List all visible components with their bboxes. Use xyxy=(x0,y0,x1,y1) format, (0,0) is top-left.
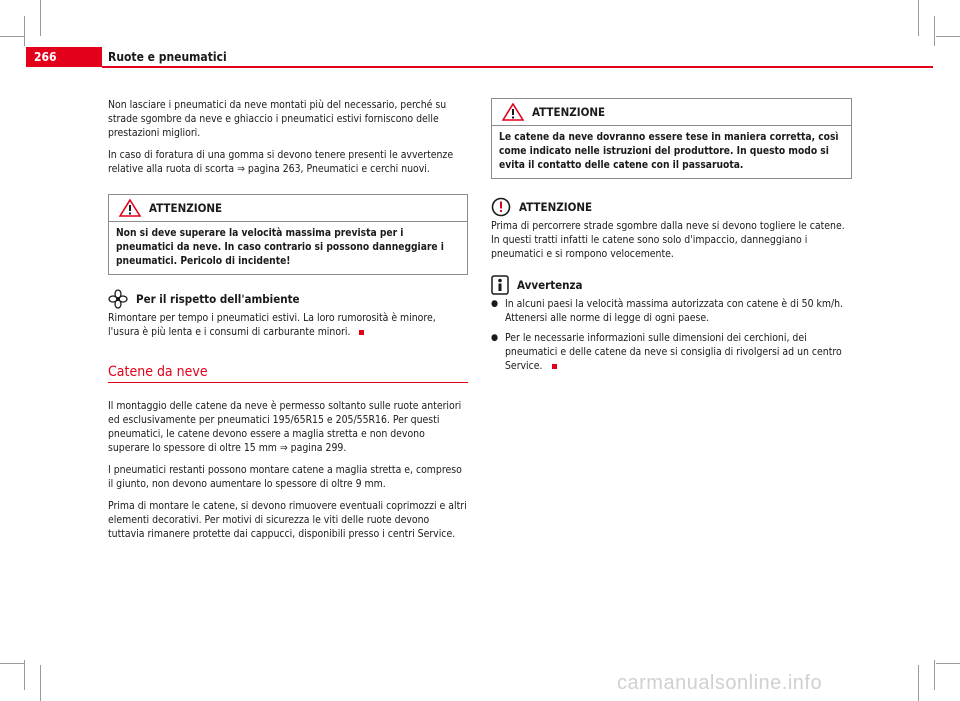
left-column xyxy=(108,98,468,549)
end-marker xyxy=(359,330,364,335)
crop-mark xyxy=(40,665,41,701)
caution-header xyxy=(491,197,852,217)
info-note-icon xyxy=(491,275,509,295)
header-rule xyxy=(102,66,933,68)
note-title: Avvertenza xyxy=(517,278,583,292)
crop-mark xyxy=(918,665,919,701)
note-bullet: ● In alcuni paesi la velocità massima autorizzata con catene è di 50 km/h. Attenersi alle norme di legge di ogni paese. xyxy=(491,297,852,325)
chapter-title: Catene da neve xyxy=(108,364,208,380)
warning-triangle-icon xyxy=(502,103,524,121)
crop-mark xyxy=(936,663,960,664)
paragraph: Non lasciare i pneumatici da neve montati più del necessario, perché su strade sgombre da neve e ghiaccio i pneumatici estivi forniscono delle prestazioni migliori. xyxy=(108,99,447,139)
crop-mark xyxy=(936,36,960,37)
crop-mark xyxy=(918,0,919,36)
paragraph: Il montaggio delle catene da neve è permesso soltanto sulle ruote anteriori ed esclusivamente per pneumatici 195/65R15 e 205/55R16. Per questi pneumatici, le catene devono essere a maglia stretta e non devono superare lo spessore di oltre 15 mm ⇒ pagina 299. xyxy=(108,400,462,454)
note-header xyxy=(491,275,852,295)
environment-text xyxy=(108,311,468,339)
warning-title: ATTENZIONE xyxy=(149,201,223,215)
environment-title: Per il rispetto dell'ambiente xyxy=(136,292,300,306)
warning-box xyxy=(491,98,852,179)
warning-header xyxy=(492,99,851,126)
paragraph: Prima di montare le catene, si devono rimuovere eventuali coprimozzi e altri elementi decorativi. Per motivi di sicurezza le viti delle ruote devono tuttavia rimanere protette dai cappucci, disponibili presso i centri Service. xyxy=(108,500,467,540)
warning-box xyxy=(108,194,468,275)
crop-mark xyxy=(24,660,25,690)
caution-text: Prima di percorrere strade sgombre dalla neve si devono togliere le catene. In questi tratti infatti le catene sono solo d'impaccio, danneggiano i pneumatici e si rompono velocemente. xyxy=(491,220,845,260)
paragraph: I pneumatici restanti possono montare catene a maglia stretta e, compreso il giunto, non devono aumentare lo spessore di oltre 9 mm. xyxy=(108,464,462,490)
right-column xyxy=(491,98,852,379)
paragraph: In caso di foratura di una gomma si devono tenere presenti le avvertenze relative alla ruota di scorta ⇒ pagina 263, Pneumatici e cerchi nuovi. xyxy=(108,149,454,175)
exclamation-circle-icon xyxy=(491,197,511,217)
warning-triangle-icon xyxy=(119,199,141,217)
environment-header xyxy=(108,289,468,309)
watermark: carmanualsonline.info xyxy=(617,672,823,694)
warning-title: ATTENZIONE xyxy=(532,105,606,119)
note-bullet-text: Per le necessarie informazioni sulle dimensioni dei cerchioni, dei pneumatici e delle catene da neve si consiglia di rivolgersi ad un centro Service. xyxy=(505,332,842,372)
running-title: Ruote e pneumatici xyxy=(108,50,227,64)
page-number: 266 xyxy=(34,50,57,64)
environment-text-content: Rimontare per tempo i pneumatici estivi. La loro rumorosità è minore, l'usura è più lenta e i consumi di carburante minori. xyxy=(108,312,436,338)
flower-icon xyxy=(108,289,128,309)
warning-text: Non si deve superare la velocità massima prevista per i pneumatici da neve. In caso contrario si possono danneggiare i pneumatici. Pericolo di incidente! xyxy=(116,228,444,267)
crop-mark xyxy=(24,16,25,46)
warning-text: Le catene da neve dovranno essere tese in maniera corretta, così come indicato nelle istruzioni del produttore. In questo modo si evita il contatto delle catene con il passaruota. xyxy=(499,132,839,171)
crop-mark xyxy=(934,16,935,46)
end-marker xyxy=(552,364,557,369)
crop-mark xyxy=(0,36,24,37)
caution-title: ATTENZIONE xyxy=(519,200,593,214)
note-bullet xyxy=(491,331,852,373)
warning-header xyxy=(109,195,467,222)
crop-mark xyxy=(934,660,935,690)
crop-mark xyxy=(0,663,24,664)
crop-mark xyxy=(40,0,41,36)
chapter-rule xyxy=(108,382,468,383)
